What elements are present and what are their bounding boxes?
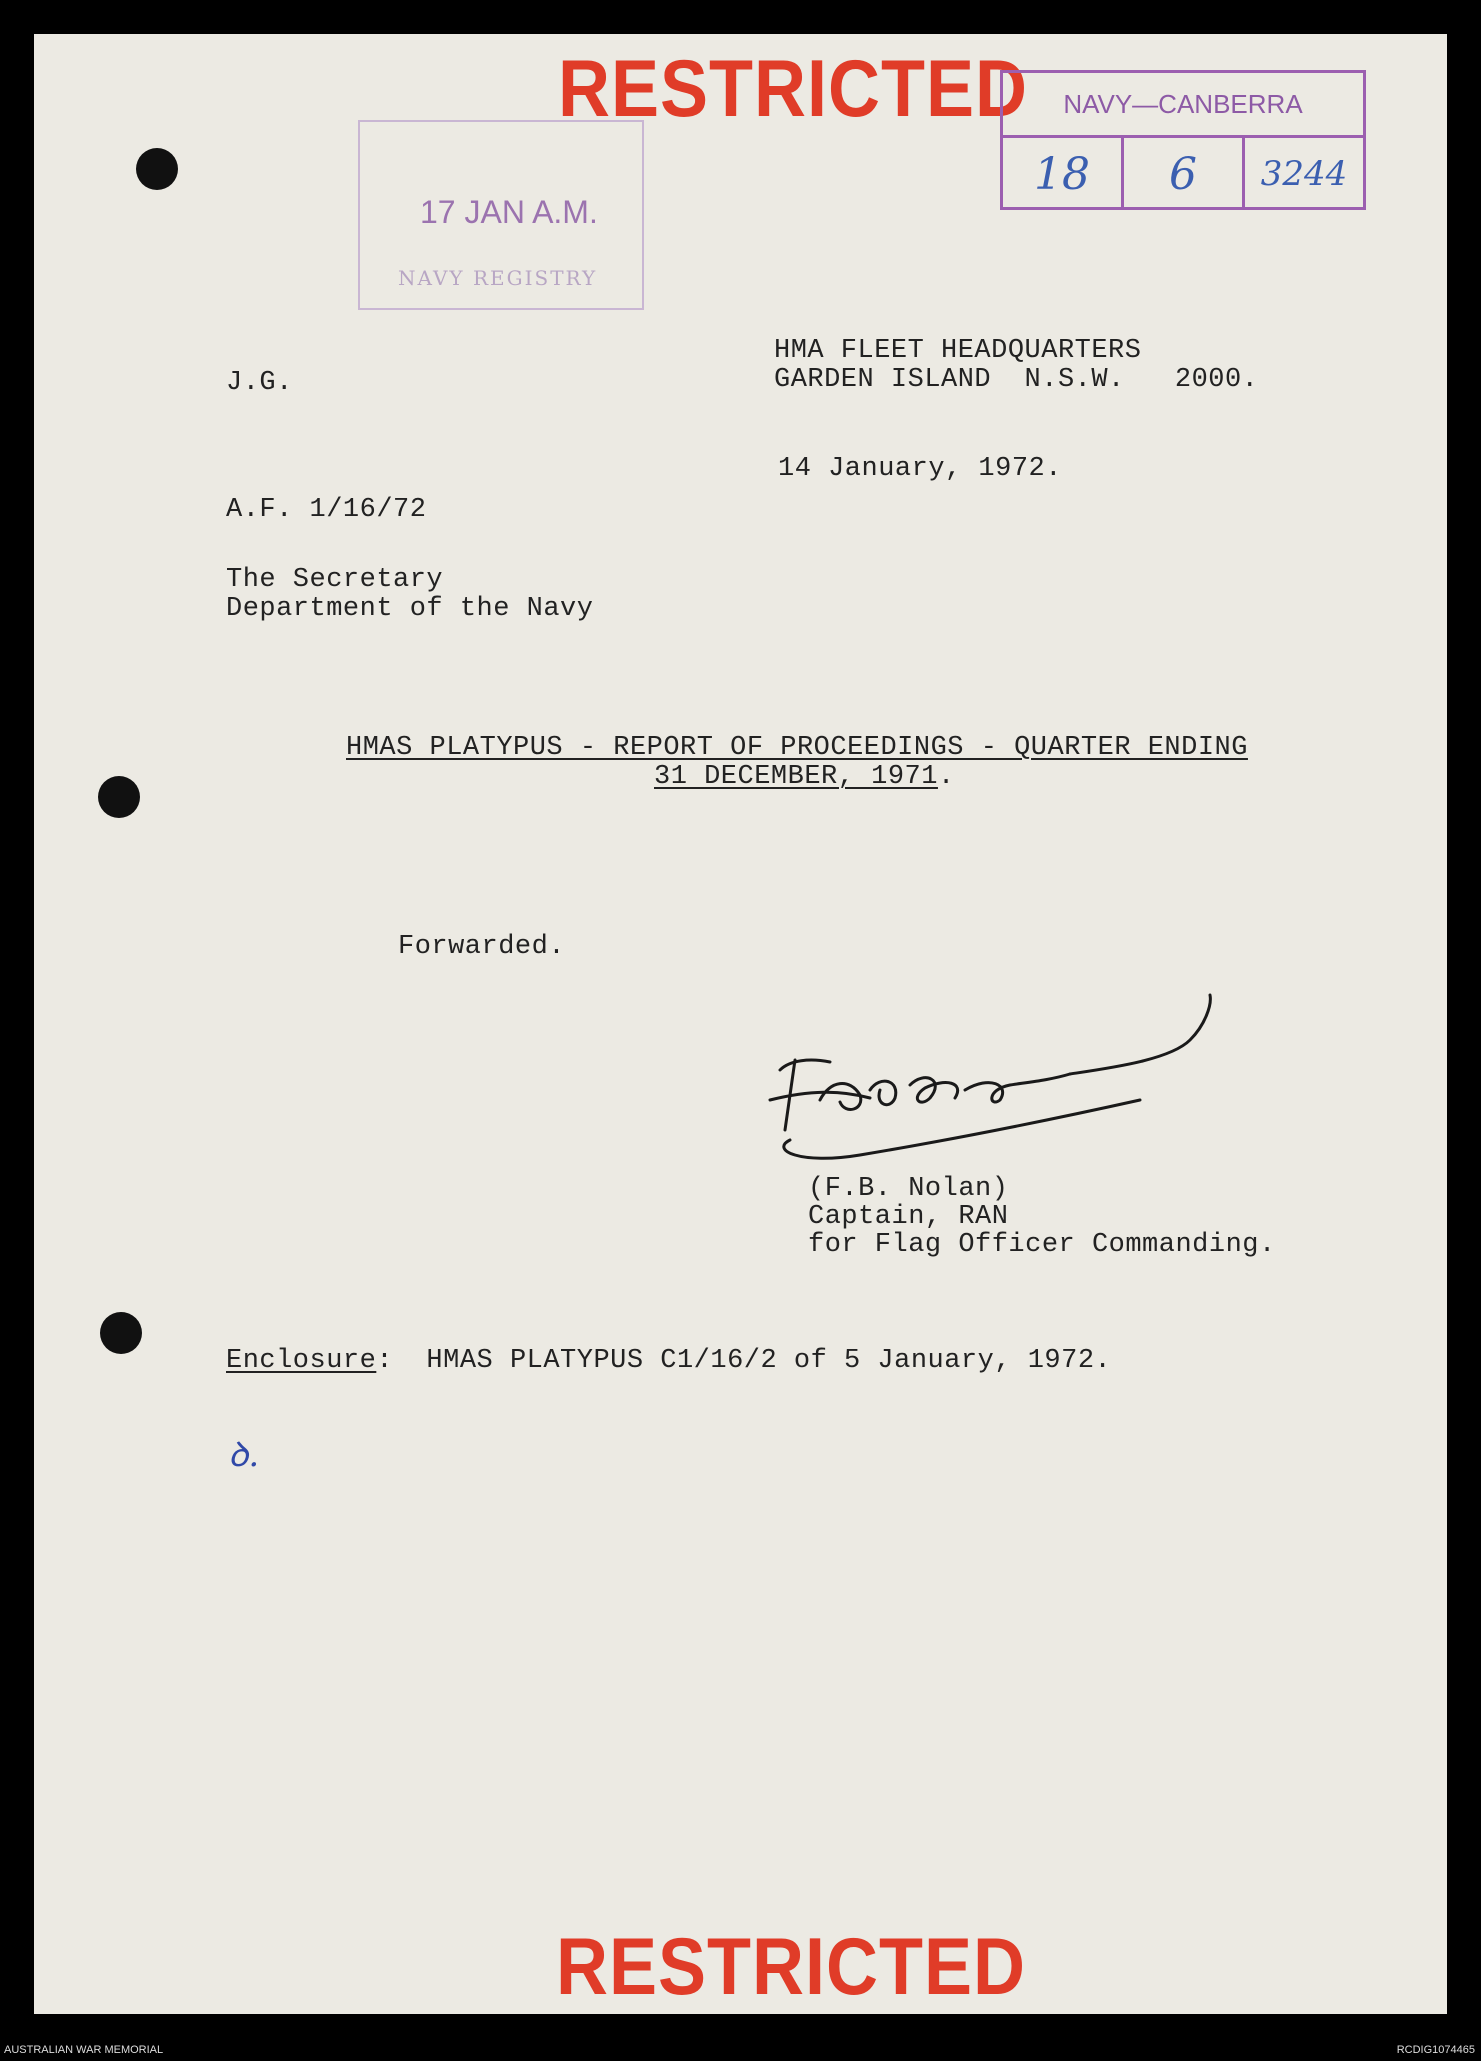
- navy-stamp-cell-3: 3244: [1242, 138, 1363, 210]
- punch-hole-middle: [98, 776, 140, 818]
- handwritten-mark: ꝺ.: [228, 1435, 260, 1475]
- enclosure-label: Enclosure: [226, 1346, 377, 1376]
- recipient-line-1: The Secretary: [226, 565, 444, 595]
- address-line-1: HMA FLEET HEADQUARTERS: [774, 336, 1142, 366]
- navy-stamp-cell-1: 18: [1034, 148, 1090, 200]
- body-text: Forwarded.: [398, 932, 566, 962]
- subject-line-2: [654, 762, 955, 792]
- footer-id: RCDIG1074465: [1396, 2044, 1475, 2056]
- letter-date: 14 January, 1972.: [778, 454, 1062, 484]
- navy-stamp-title: NAVY—CANBERRA: [1003, 73, 1363, 138]
- enclosure-line: [226, 1346, 1111, 1376]
- footer-source: AUSTRALIAN WAR MEMORIAL: [4, 2044, 164, 2056]
- signatory-role: for Flag Officer Commanding.: [808, 1230, 1276, 1260]
- signatory-name: (F.B. Nolan): [808, 1174, 1009, 1204]
- punch-hole-bottom: [100, 1312, 142, 1354]
- registry-stamp: [358, 120, 644, 310]
- subject-line-2-end: .: [937, 762, 955, 792]
- file-reference: A.F. 1/16/72: [226, 495, 427, 525]
- subject-line-1: HMAS PLATYPUS - REPORT OF PROCEEDINGS - QUARTER ENDING: [346, 733, 1248, 763]
- registry-stamp-date: 17 JAN A.M.: [420, 194, 598, 230]
- address-line-2: GARDEN ISLAND N.S.W. 2000.: [774, 365, 1259, 395]
- recipient-line-2: Department of the Navy: [226, 594, 594, 624]
- restricted-stamp-bottom: RESTRICTED: [556, 1922, 1027, 2012]
- restricted-stamp-top: RESTRICTED: [558, 44, 1029, 134]
- handwritten-signature: [750, 990, 1250, 1180]
- subject-line-2-text: 31 DECEMBER, 1971: [654, 762, 938, 792]
- navy-stamp-cell-2: 6: [1121, 138, 1242, 210]
- reference-initials: J.G.: [226, 368, 293, 398]
- navy-canberra-stamp: [1000, 70, 1366, 210]
- registry-stamp-name: NAVY REGISTRY: [398, 266, 598, 290]
- signatory-rank: Captain, RAN: [808, 1202, 1009, 1232]
- enclosure-text: : HMAS PLATYPUS C1/16/2 of 5 January, 1972.: [376, 1346, 1112, 1376]
- punch-hole-top: [136, 148, 178, 190]
